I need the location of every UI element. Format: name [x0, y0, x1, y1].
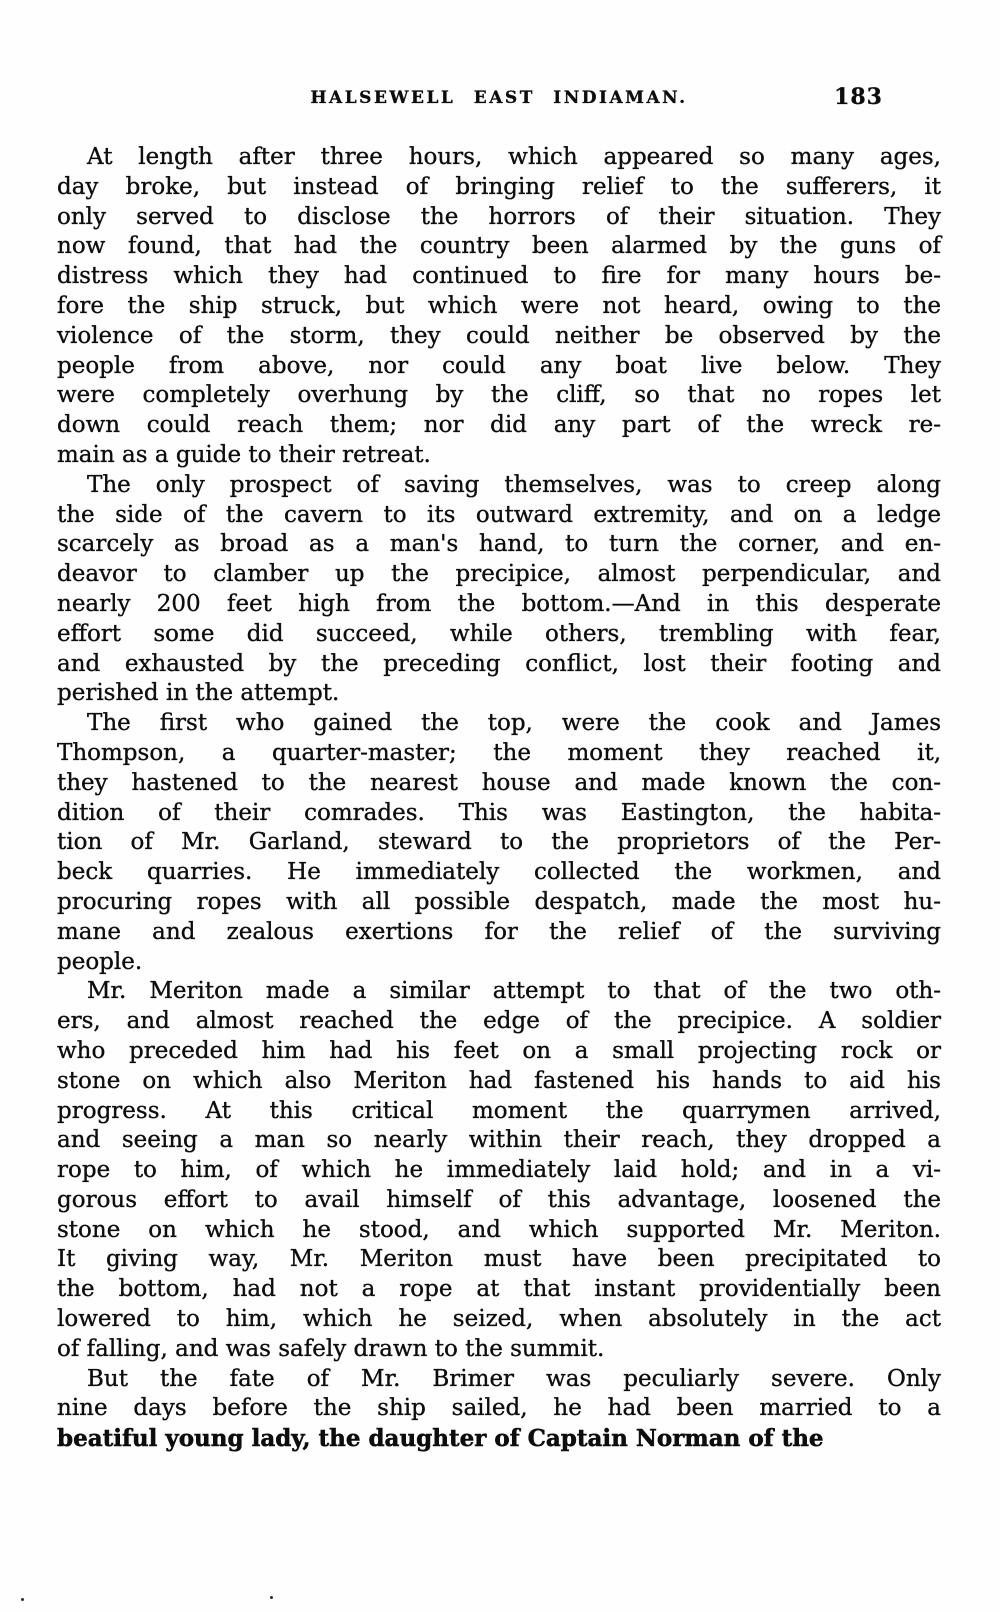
- scan-speck: [270, 1596, 273, 1599]
- text-line: Thompson, a quarter-master; the moment they reached it,: [57, 739, 941, 766]
- text-line: violence of the storm, they could neither be observed by the: [57, 322, 941, 349]
- text-line: of falling, and was safely drawn to the summit.: [57, 1335, 605, 1362]
- text-line: dition of their comrades. This was Eastington, the habita-: [57, 799, 941, 826]
- page-header-title: HALSEWELL EAST INDIAMAN.: [310, 88, 688, 108]
- text-line: and seeing a man so nearly within their reach, they dropped a: [57, 1127, 941, 1154]
- text-line: the side of the cavern to its outward extremity, and on a ledge: [57, 501, 941, 528]
- text-line: scarcely as broad as a man's hand, to turn the corner, and en-: [57, 531, 941, 558]
- text-line: rope to him, of which he immediately laid hold; and in a vi-: [57, 1157, 941, 1184]
- paragraph: [57, 471, 941, 709]
- text-line: beck quarries. He immediately collected the workmen, and: [57, 859, 941, 886]
- paragraph: [57, 709, 941, 977]
- text-line: the bottom, had not a rope at that instant providentially been: [57, 1276, 941, 1303]
- text-line: lowered to him, which he seized, when absolutely in the act: [57, 1306, 941, 1333]
- text-line: beatiful young lady, the daughter of Captain Norman of the: [57, 1425, 824, 1453]
- text-line: only served to disclose the horrors of their situation. They: [57, 203, 941, 230]
- text-line: nearly 200 feet high from the bottom.—And in this desperate: [57, 590, 941, 617]
- text-line: were completely overhung by the cliff, so that no ropes let: [57, 382, 941, 409]
- scan-speck: [21, 1598, 24, 1601]
- page-number: 183: [834, 84, 883, 110]
- text-line: stone on which he stood, and which supported Mr. Meriton.: [57, 1216, 941, 1243]
- running-head: [57, 84, 941, 118]
- text-line: It giving way, Mr. Meriton must have been precipitated to: [57, 1246, 941, 1273]
- text-line: progress. At this critical moment the quarrymen arrived,: [57, 1097, 941, 1124]
- text-line: people from above, nor could any boat live below. They: [57, 352, 941, 379]
- text-line: Mr. Meriton made a similar attempt to that of the two oth-: [87, 978, 941, 1005]
- text-line: people.: [57, 948, 143, 975]
- text-line: perished in the attempt.: [57, 680, 340, 707]
- text-line: day broke, but instead of bringing relief to the sufferers, it: [57, 173, 941, 200]
- text-line: and exhausted by the preceding conflict, lost their footing and: [57, 650, 941, 677]
- paragraph: [57, 1365, 941, 1454]
- text-line: now found, that had the country been alarmed by the guns of: [57, 233, 941, 260]
- text-line: fore the ship struck, but which were not heard, owing to the: [57, 292, 941, 319]
- text-line: ers, and almost reached the edge of the precipice. A soldier: [57, 1008, 941, 1035]
- text-line: procuring ropes with all possible despatch, made the most hu-: [57, 888, 941, 915]
- text-line: The only prospect of saving themselves, was to creep along: [87, 471, 941, 498]
- text-line: main as a guide to their retreat.: [57, 441, 431, 468]
- text-line: down could reach them; nor did any part of the wreck re-: [57, 412, 941, 439]
- text-line: But the fate of Mr. Brimer was peculiarly severe. Only: [87, 1365, 941, 1392]
- text-line: effort some did succeed, while others, trembling with fear,: [57, 620, 941, 647]
- text-line: distress which they had continued to fire for many hours be-: [57, 263, 941, 290]
- text-line: stone on which also Meriton had fastened his hands to aid his: [57, 1067, 941, 1094]
- text-line: nine days before the ship sailed, he had been married to a: [57, 1395, 941, 1422]
- text-line: tion of Mr. Garland, steward to the proprietors of the Per-: [57, 829, 941, 856]
- paragraph: [57, 143, 941, 471]
- paragraph: [57, 977, 941, 1364]
- text-line: deavor to clamber up the precipice, almost perpendicular, and: [57, 561, 941, 588]
- page-body: [57, 143, 941, 1454]
- text-line: The first who gained the top, were the cook and James: [87, 710, 941, 737]
- text-line: they hastened to the nearest house and made known the con-: [57, 769, 941, 796]
- text-line: mane and zealous exertions for the relief of the surviving: [57, 918, 941, 945]
- text-line: gorous effort to avail himself of this advantage, loosened the: [57, 1186, 941, 1213]
- text-line: who preceded him had his feet on a small projecting rock or: [57, 1037, 941, 1064]
- text-line: At length after three hours, which appeared so many ages,: [87, 144, 941, 170]
